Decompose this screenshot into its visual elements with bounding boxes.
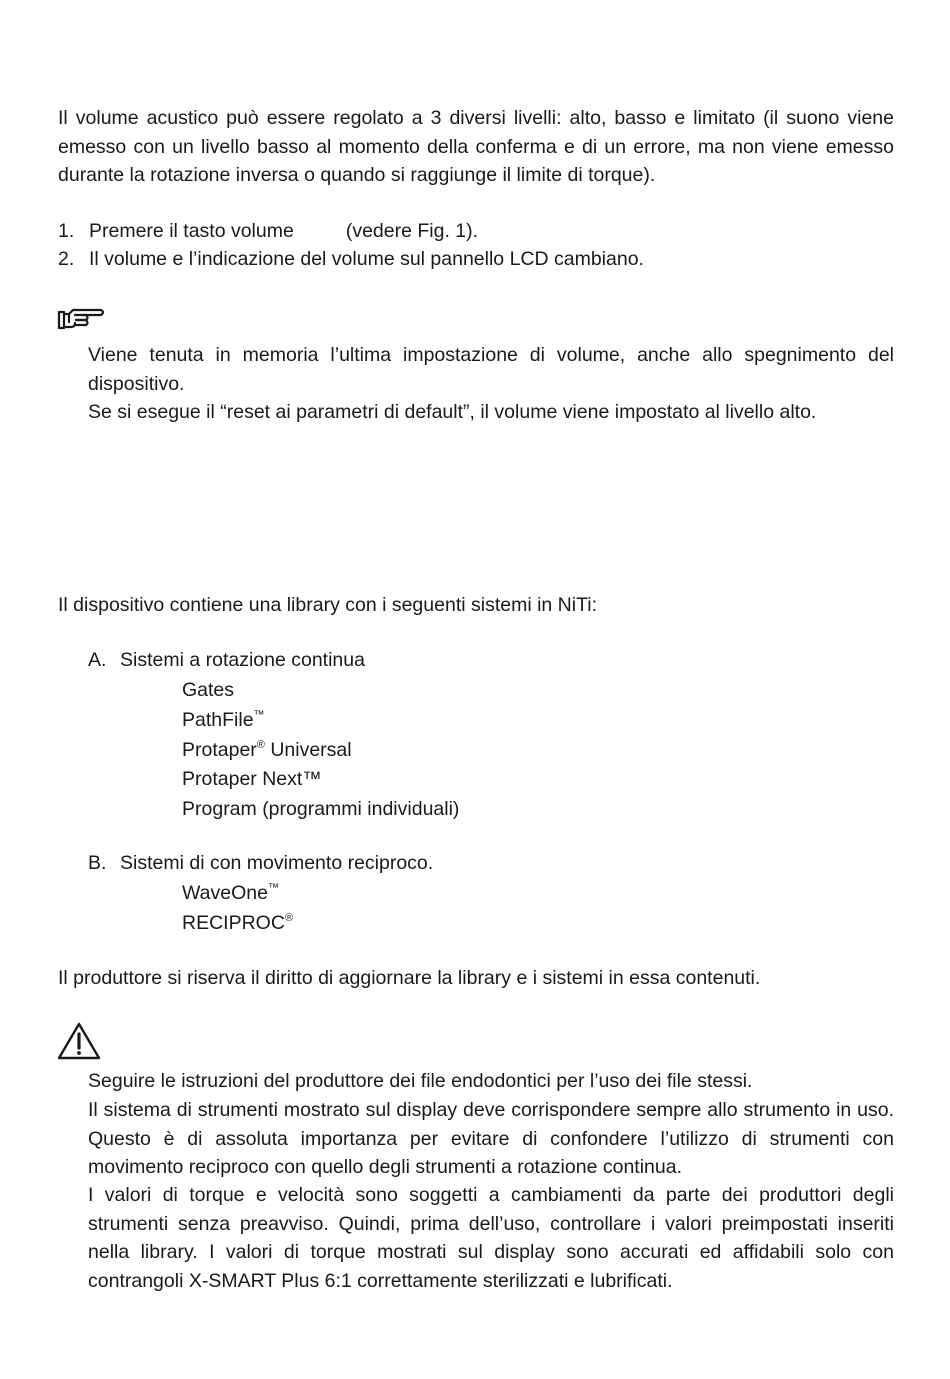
group-letter: A.	[88, 649, 107, 671]
group-b-heading	[88, 849, 433, 878]
step-text: Premere il tasto volume	[89, 220, 294, 242]
step-1	[58, 217, 478, 246]
volume-intro-paragraph: Il volume acustico può essere regolato a 3 diversi livelli: alto, basso e limitato (il suono viene emesso con un livello basso al momento della conferma e di un errore, ma non viene emesso durante la rotazione inversa o quando si raggiunge il limite di torque).	[58, 107, 894, 186]
list-item: Gates	[182, 679, 235, 701]
pointing-hand-icon	[57, 306, 107, 332]
group-title: Sistemi a rotazione continua	[120, 649, 365, 671]
step-number: 2.	[58, 248, 75, 270]
group-title: Sistemi di con movimento reciproco.	[120, 852, 434, 874]
list-item: Protaper Next™	[182, 768, 322, 790]
note-line-1: Viene tenuta in memoria l’ultima impostazione di volume, anche allo spegnimento del dispositivo.	[88, 344, 894, 395]
warning-triangle-icon	[56, 1021, 102, 1061]
warning-paragraph-1: Seguire le istruzioni del produttore dei file endodontici per l’uso dei file stessi.	[88, 1070, 753, 1092]
list-item: PathFile™	[182, 708, 265, 731]
step-text-after: (vedere Fig. 1).	[345, 220, 479, 242]
group-letter: B.	[88, 852, 107, 874]
manufacturer-note: Il produttore si riserva il diritto di aggiornare la library e i sistemi in essa contenuti.	[58, 967, 761, 989]
warning-paragraph-3: I valori di torque e velocità sono soggetti a cambiamenti da parte dei produttori degli strumenti senza preavviso. Quindi, prima dell’uso, controllare i valori preimpostati inseriti nella library. I valori di torque mostrati sul display sono accurati ed affidabili solo con contrangoli X-SMART Plus 6:1 correttamente sterilizzati e lubrificati.	[88, 1184, 894, 1292]
list-item: RECIPROC®	[182, 911, 294, 934]
list-item: Program (programmi individuali)	[182, 798, 460, 820]
note-line-2: Se si esegue il “reset ai parametri di default”, il volume viene impostato al livello alto.	[88, 401, 817, 423]
step-2	[58, 245, 644, 274]
step-number: 1.	[58, 220, 75, 242]
warning-paragraph-2: Il sistema di strumenti mostrato sul display deve corrispondere sempre allo strumento in uso. Questo è di assoluta importanza per evitare di confondere l’utilizzo di strumenti con movimento reciproco con quello degli strumenti a rotazione continua.	[88, 1099, 894, 1178]
group-a-heading	[88, 646, 365, 675]
library-intro: Il dispositivo contiene una library con i seguenti sistemi in NiTi:	[58, 594, 598, 616]
step-text: Il volume e l’indicazione del volume sul pannello LCD cambiano.	[89, 248, 644, 270]
list-item: WaveOne™	[182, 881, 279, 904]
list-item: Protaper® Universal	[182, 738, 352, 761]
